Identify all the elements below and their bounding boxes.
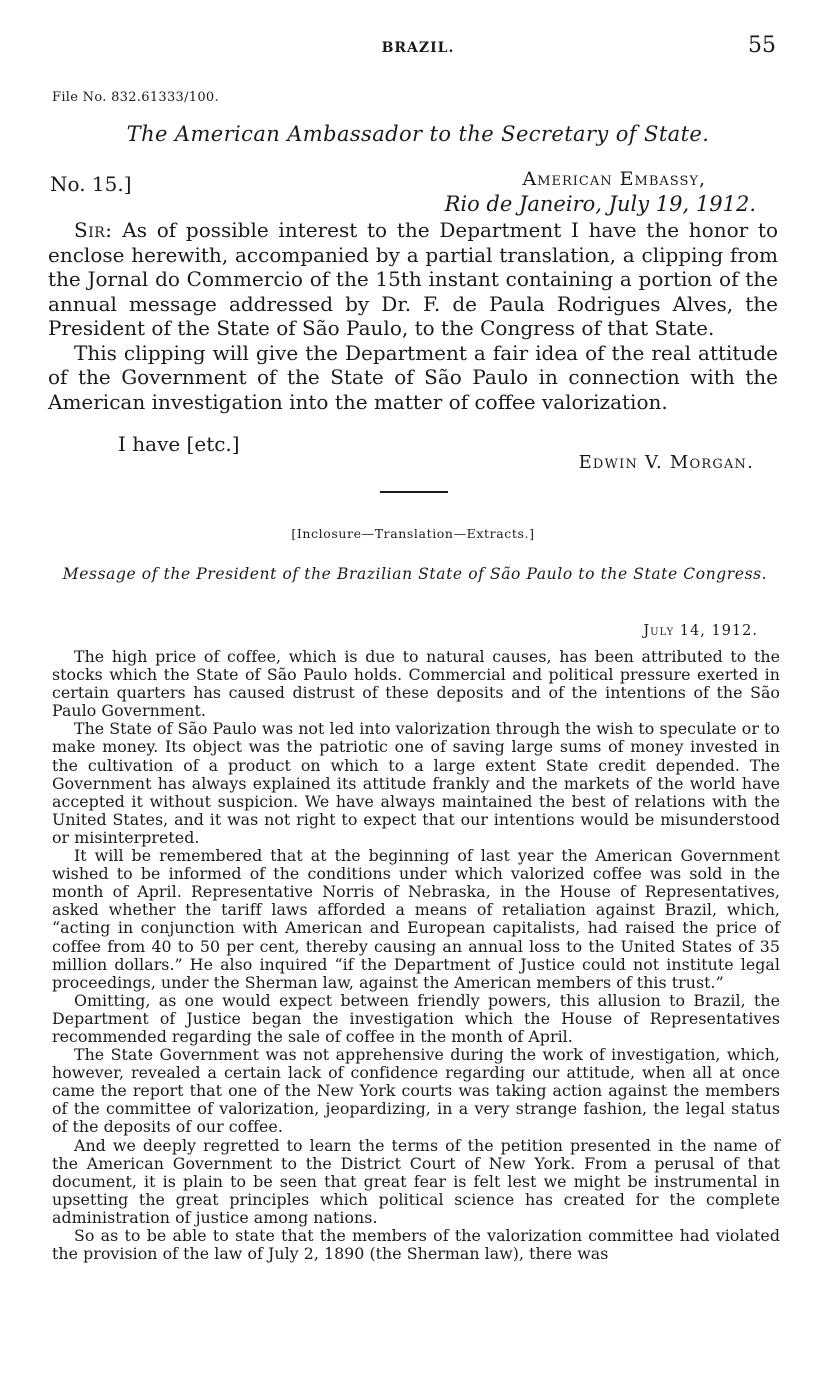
message-paragraph: The State Government was not apprehensive during the work of investigation, which, however, revealed a certain lack of confidence regarding our attitude, when all at once came the report that one of the New York courts was taking action against the members of the committee of valorization, jeopardizing, in a very strange fashion, the legal status of the deposits of our coffee. — [52, 1045, 780, 1137]
message-title: Message of the President of the Brazilian State of São Paulo to the State Congress. — [62, 565, 768, 583]
message-paragraph: The State of São Paulo was not led into valorization through the wish to speculate or to make money. Its object was the patriotic one of saving large sums of money invested in the cultivation of a product on which to a large extent State credit depended. The Government has always explained its attitude frankly and the markets of the world have accepted it without suspicion. We have always maintained the best of relations with the United States, and it was not right to expect that our intentions would be misunderstood or misinterpreted. — [52, 719, 780, 847]
message-paragraph: And we deeply regretted to learn the terms of the petition presented in the name of the American Government to the District Court of New York. From a perusal of that document, it is plain to be seen that great fear is felt lest we might be instrumental in upsetting the great principles which political science has created for the complete administration of justice among nations. — [52, 1135, 780, 1227]
running-head: BRAZIL. — [381, 40, 455, 56]
message-paragraph: Omitting, as one would expect between friendly powers, this allusion to Brazil, the Department of Justice began the investigation which the House of Representatives recommended regarding the sale of coffee in the month of April. — [52, 990, 780, 1046]
signature: Edwin V. Morgan. — [578, 452, 754, 473]
page-number: 55 — [748, 33, 776, 58]
letter-paragraph — [48, 218, 778, 341]
place-and-date: Rio de Janeiro, July 19, 1912. — [444, 192, 756, 216]
dispatch-number: No. 15.] — [50, 172, 132, 196]
letter-paragraph-text: As of possible interest to the Department I have the honor to enclose herewith, accompanied by a partial translation, a clipping from the Jornal do Commercio of the 15th instant containing a portion of the annual message addressed by Dr. F. de Paula Rodrigues Alves, the President of the State of São Paulo, to the Congress of that State. — [48, 218, 779, 340]
message-paragraph: It will be remembered that at the beginning of last year the American Government wished to be informed of the conditions under which valorized coffee was sold in the month of April. Representative Norris of Nebraska, in the House of Representatives, asked whether the tariff laws afforded a means of retaliation against Brazil, which, “acting in conjunction with American and European capitalists, had raised the price of coffee from 40 to 50 per cent, thereby causing an annual loss to the United States of 35 million dollars.” He also inquired “if the Department of Justice could not institute legal proceedings, under the Sherman law, against the American members of this trust.” — [52, 846, 780, 992]
letter-paragraph: This clipping will give the Department a fair idea of the real attitude of the Government of the State of São Paulo in connection with the American investigation into the matter of coffee valorization. — [48, 340, 778, 414]
message-body — [52, 648, 780, 1263]
letter-body — [48, 218, 778, 414]
document-title: The American Ambassador to the Secretary of State. — [126, 122, 710, 146]
salutation: Sir: — [74, 218, 113, 242]
message-paragraph: So as to be able to state that the members of the valorization committee had violated the provision of the law of July 2, 1890 (the Sherman law), there was — [52, 1226, 780, 1264]
message-date: July 14, 1912. — [643, 623, 758, 639]
letter-closing: I have [etc.] — [118, 432, 240, 456]
inclosure-label: [Inclosure—Translation—Extracts.] — [291, 526, 535, 541]
file-number: File No. 832.61333/100. — [52, 90, 219, 105]
message-paragraph: The high price of coffee, which is due to natural causes, has been attributed to the stocks which the State of São Paulo holds. Commercial and political pressure exerted in certain quarters has caused distrust of these deposits and of the intentions of the São Paulo Government. — [52, 647, 780, 721]
embassy-name: American Embassy, — [522, 168, 706, 190]
section-divider — [380, 491, 448, 493]
